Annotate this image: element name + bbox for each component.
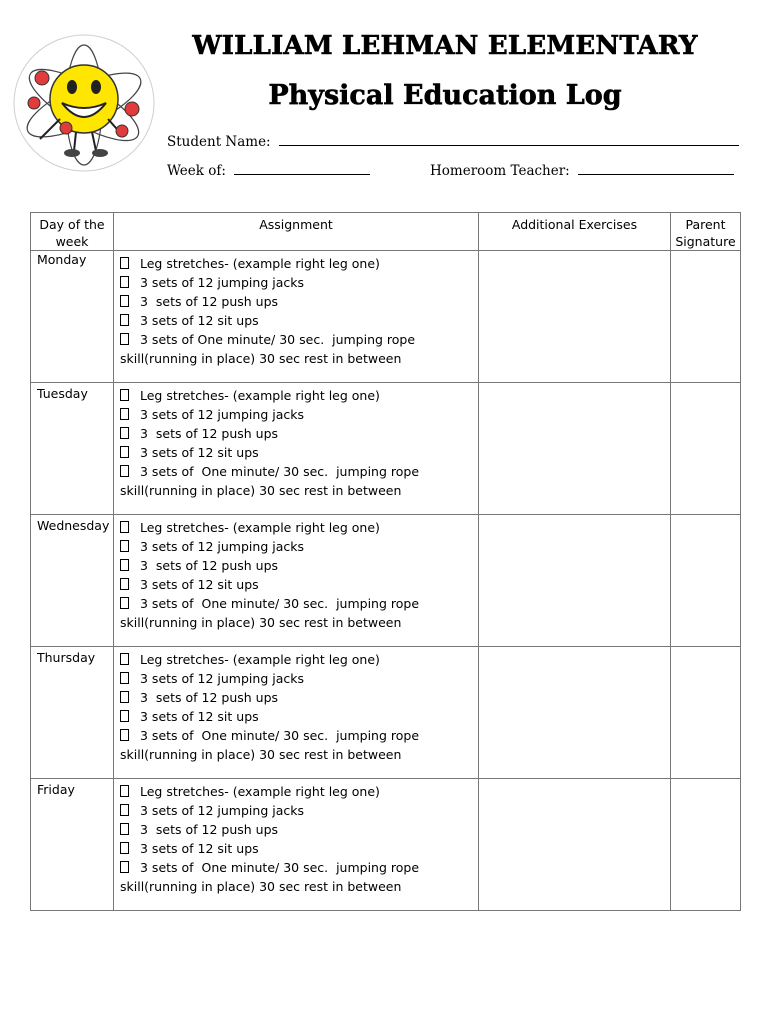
- checkbox-icon: [120, 691, 129, 703]
- log-subtitle: Physical Education Log: [268, 80, 622, 111]
- assignment-note: skill(running in place) 30 sec rest in between: [120, 879, 402, 894]
- list-item: 3 sets of One minute/ 30 sec. jumping rope: [120, 462, 474, 481]
- day-cell: Wednesday: [31, 515, 114, 647]
- assignment-cell: [114, 647, 479, 779]
- checkbox-icon: [120, 785, 129, 797]
- checkbox-icon: [120, 314, 129, 326]
- checkbox-icon: [120, 389, 129, 401]
- checkbox-icon: [120, 276, 129, 288]
- checkbox-icon: [120, 578, 129, 590]
- list-item: 3 sets of 12 jumping jacks: [120, 801, 474, 820]
- table-row: [31, 251, 741, 383]
- list-item: 3 sets of 12 push ups: [120, 688, 474, 707]
- assignment-note: skill(running in place) 30 sec rest in between: [120, 615, 402, 630]
- homeroom-teacher-field[interactable]: [430, 162, 734, 179]
- list-item: 3 sets of 12 jumping jacks: [120, 273, 474, 292]
- list-item: Leg stretches- (example right leg one): [120, 782, 474, 801]
- header-parent-signature: Parent Signature: [671, 213, 741, 251]
- table-row: [31, 515, 741, 647]
- school-logo: [12, 33, 158, 173]
- list-item: 3 sets of 12 push ups: [120, 292, 474, 311]
- parent-signature-cell[interactable]: [671, 251, 741, 383]
- checkbox-icon: [120, 653, 129, 665]
- checkbox-icon: [120, 804, 129, 816]
- table-row: [31, 779, 741, 911]
- student-name-field[interactable]: [167, 133, 739, 150]
- assignment-note: skill(running in place) 30 sec rest in between: [120, 747, 402, 762]
- day-cell: Monday: [31, 251, 114, 383]
- checkbox-icon: [120, 842, 129, 854]
- list-item: 3 sets of 12 sit ups: [120, 839, 474, 858]
- additional-exercises-cell[interactable]: [479, 383, 671, 515]
- homeroom-teacher-label: Homeroom Teacher:: [430, 163, 570, 179]
- list-item: 3 sets of One minute/ 30 sec. jumping rope: [120, 726, 474, 745]
- list-item: 3 sets of 12 sit ups: [120, 575, 474, 594]
- header-day: Day of the week: [31, 213, 114, 251]
- list-item: 3 sets of 12 push ups: [120, 424, 474, 443]
- checkbox-icon: [120, 729, 129, 741]
- week-of-label: Week of:: [167, 163, 226, 179]
- table-row: [31, 383, 741, 515]
- list-item: 3 sets of One minute/ 30 sec. jumping rope: [120, 858, 474, 877]
- list-item: 3 sets of 12 sit ups: [120, 707, 474, 726]
- day-cell: Friday: [31, 779, 114, 911]
- list-item: 3 sets of 12 jumping jacks: [120, 537, 474, 556]
- parent-signature-cell[interactable]: [671, 515, 741, 647]
- assignment-note: skill(running in place) 30 sec rest in between: [120, 483, 402, 498]
- list-item: 3 sets of 12 jumping jacks: [120, 405, 474, 424]
- additional-exercises-cell[interactable]: [479, 251, 671, 383]
- assignment-cell: [114, 383, 479, 515]
- list-item: 3 sets of 12 sit ups: [120, 311, 474, 330]
- checkbox-icon: [120, 427, 129, 439]
- day-cell: Thursday: [31, 647, 114, 779]
- school-title: WILLIAM LEHMAN ELEMENTARY: [192, 31, 698, 61]
- list-item: 3 sets of One minute/ 30 sec. jumping rope: [120, 330, 474, 349]
- assignment-cell: [114, 515, 479, 647]
- homeroom-teacher-line[interactable]: [578, 162, 734, 175]
- assignment-cell: [114, 251, 479, 383]
- week-of-line[interactable]: [234, 162, 370, 175]
- list-item: Leg stretches- (example right leg one): [120, 254, 474, 273]
- checkbox-icon: [120, 257, 129, 269]
- checkbox-icon: [120, 710, 129, 722]
- week-of-field[interactable]: [167, 162, 370, 179]
- list-item: Leg stretches- (example right leg one): [120, 650, 474, 669]
- list-item: 3 sets of 12 push ups: [120, 820, 474, 839]
- checkbox-icon: [120, 408, 129, 420]
- parent-signature-cell[interactable]: [671, 647, 741, 779]
- parent-signature-cell[interactable]: [671, 383, 741, 515]
- table-header-row: [31, 213, 741, 251]
- checkbox-icon: [120, 861, 129, 873]
- additional-exercises-cell[interactable]: [479, 779, 671, 911]
- list-item: 3 sets of One minute/ 30 sec. jumping rope: [120, 594, 474, 613]
- checkbox-icon: [120, 465, 129, 477]
- additional-exercises-cell[interactable]: [479, 647, 671, 779]
- parent-signature-cell[interactable]: [671, 779, 741, 911]
- checkbox-icon: [120, 446, 129, 458]
- checkbox-icon: [120, 823, 129, 835]
- checkbox-icon: [120, 597, 129, 609]
- list-item: 3 sets of 12 jumping jacks: [120, 669, 474, 688]
- checkbox-icon: [120, 295, 129, 307]
- list-item: 3 sets of 12 sit ups: [120, 443, 474, 462]
- assignment-cell: [114, 779, 479, 911]
- header-assignment: Assignment: [114, 213, 479, 251]
- list-item: Leg stretches- (example right leg one): [120, 386, 474, 405]
- list-item: Leg stretches- (example right leg one): [120, 518, 474, 537]
- checkbox-icon: [120, 333, 129, 345]
- assignment-note: skill(running in place) 30 sec rest in between: [120, 351, 402, 366]
- checkbox-icon: [120, 559, 129, 571]
- additional-exercises-cell[interactable]: [479, 515, 671, 647]
- checkbox-icon: [120, 672, 129, 684]
- checkbox-icon: [120, 540, 129, 552]
- pe-log-table: [30, 212, 741, 911]
- checkbox-icon: [120, 521, 129, 533]
- header-additional-exercises: Additional Exercises: [479, 213, 671, 251]
- student-name-line[interactable]: [279, 133, 739, 146]
- table-row: [31, 647, 741, 779]
- list-item: 3 sets of 12 push ups: [120, 556, 474, 575]
- student-name-label: Student Name:: [167, 134, 271, 150]
- day-cell: Tuesday: [31, 383, 114, 515]
